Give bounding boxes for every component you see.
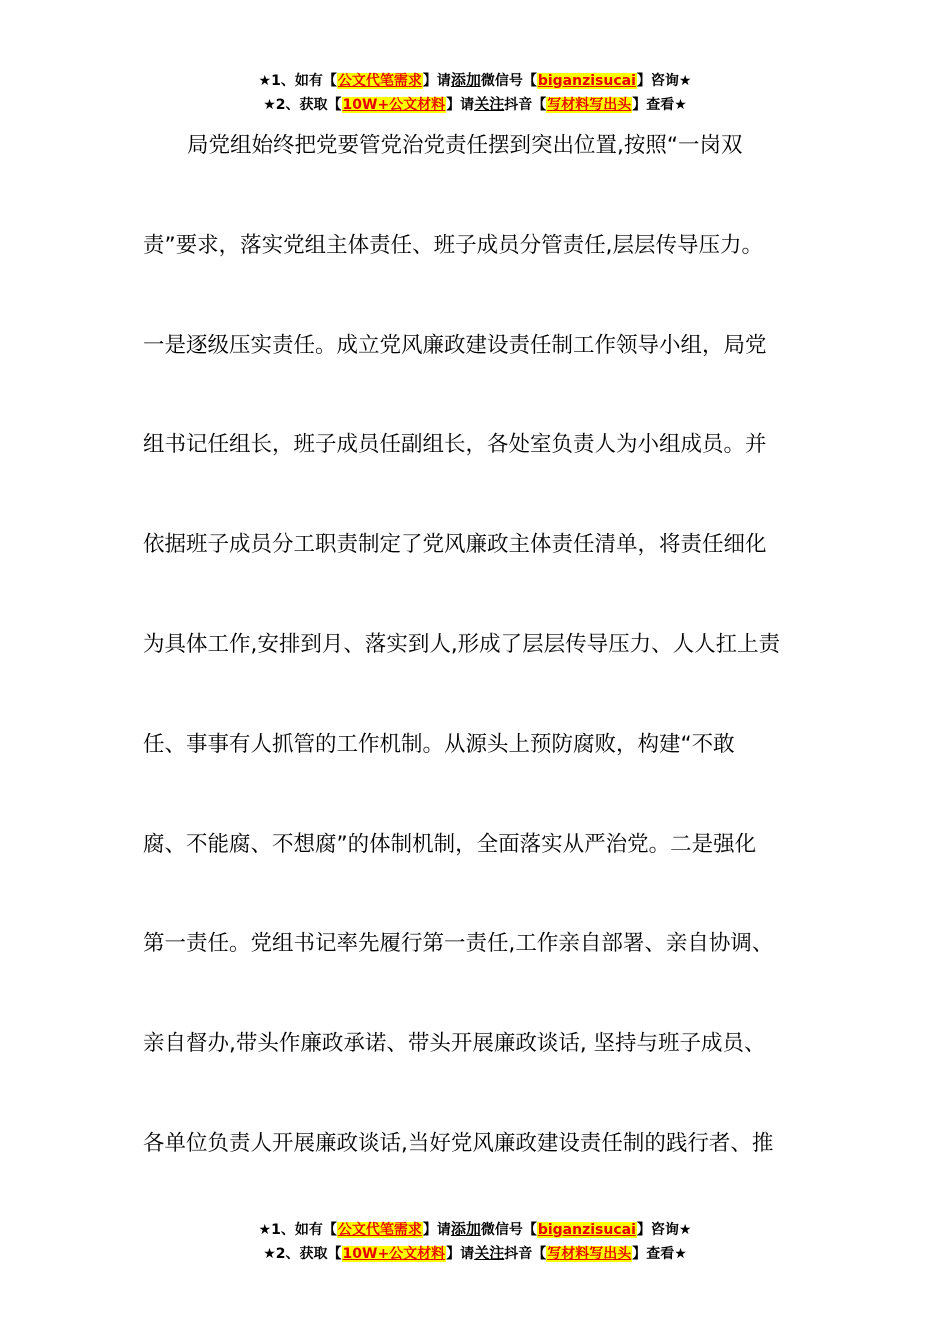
banner-text: ★1、如有【 bbox=[258, 73, 337, 89]
body-line: 腐、不能腐、不想腐”的体制机制，全面落实从严治党。二是强化 bbox=[143, 831, 757, 857]
body-line: 第一责任。党组书记率先履行第一责任,工作亲自部署、亲自协调、 bbox=[143, 931, 774, 957]
banner-douyin-id: 写材料写出头 bbox=[547, 1246, 632, 1262]
banner-highlight: 10W+公文材料 bbox=[342, 1246, 446, 1262]
banner-text: 微信号【 bbox=[480, 73, 537, 89]
document-body bbox=[143, 126, 823, 1224]
banner-text: 抖音【 bbox=[504, 1246, 547, 1262]
banner-text: 】查看★ bbox=[632, 97, 687, 113]
banner-underline: 添加 bbox=[450, 1220, 481, 1238]
body-line: 亲自督办,带头作廉政承诺、带头开展廉政谈话, 坚持与班子成员、 bbox=[143, 1031, 766, 1057]
banner-wechat-id: biganzisucai bbox=[537, 1222, 636, 1238]
banner-line-1 bbox=[0, 68, 950, 92]
footer-banner bbox=[0, 1217, 950, 1265]
banner-text: 】请 bbox=[446, 1246, 475, 1262]
body-line: 一是逐级压实责任。成立党风廉政建设责任制工作领导小组，局党 bbox=[143, 332, 767, 358]
banner-highlight: 公文代笔需求 bbox=[337, 1222, 422, 1238]
banner-text: ★2、获取【 bbox=[263, 97, 342, 113]
banner-text: 】请 bbox=[446, 97, 475, 113]
banner-underline: 关注 bbox=[474, 95, 505, 113]
banner-highlight: 10W+公文材料 bbox=[342, 97, 446, 113]
banner-line-1 bbox=[0, 1217, 950, 1241]
banner-text: 】请 bbox=[422, 1222, 451, 1238]
banner-text: 】咨询★ bbox=[636, 73, 692, 89]
header-banner bbox=[0, 68, 950, 116]
banner-douyin-id: 写材料写出头 bbox=[547, 97, 632, 113]
banner-text: 抖音【 bbox=[504, 97, 547, 113]
banner-underline: 关注 bbox=[474, 1244, 505, 1262]
banner-text: 】咨询★ bbox=[636, 1222, 692, 1238]
banner-wechat-id: biganzisucai bbox=[537, 73, 636, 89]
body-line: 任、事事有人抓管的工作机制。从源头上预防腐败，构建“不敢 bbox=[143, 731, 735, 757]
banner-line-2 bbox=[0, 92, 950, 116]
body-line: 为具体工作,安排到月、落实到人,形成了层层传导压力、人人扛上责 bbox=[143, 631, 781, 657]
body-line: 组书记任组长，班子成员任副组长，各处室负责人为小组成员。并 bbox=[143, 432, 767, 458]
banner-underline: 添加 bbox=[450, 71, 481, 89]
banner-text: ★1、如有【 bbox=[258, 1222, 337, 1238]
banner-text: 】查看★ bbox=[632, 1246, 687, 1262]
body-line: 各单位负责人开展廉政谈话,当好党风廉政建设责任制的践行者、推 bbox=[143, 1130, 774, 1156]
banner-text: ★2、获取【 bbox=[263, 1246, 342, 1262]
banner-highlight: 公文代笔需求 bbox=[337, 73, 422, 89]
banner-text: 微信号【 bbox=[480, 1222, 537, 1238]
body-line: 依据班子成员分工职责制定了党风廉政主体责任清单，将责任细化 bbox=[143, 532, 767, 558]
banner-text: 】请 bbox=[422, 73, 451, 89]
body-line: 局党组始终把党要管党治党责任摆到突出位置,按照“一岗双 bbox=[187, 133, 743, 158]
body-line: 责”要求，落实党组主体责任、班子成员分管责任,层层传导压力。 bbox=[143, 232, 763, 258]
banner-line-2 bbox=[0, 1241, 950, 1265]
